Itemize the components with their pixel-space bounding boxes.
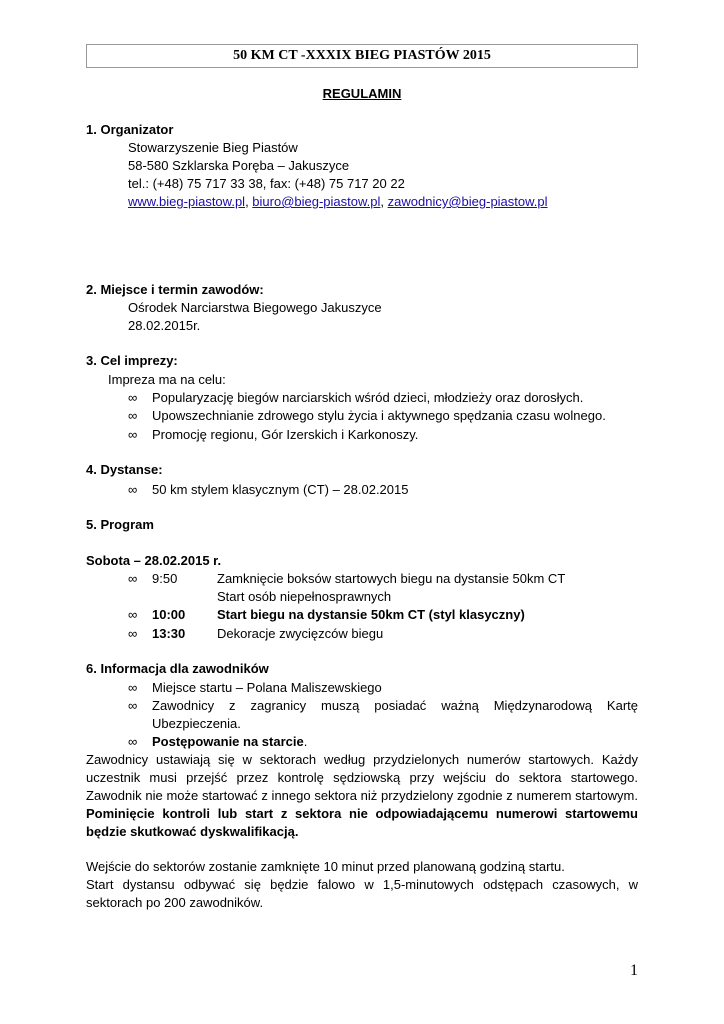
bullet-icon: ∞	[128, 626, 138, 641]
bullet-icon: ∞	[128, 734, 138, 749]
schedule-time: 10:00	[152, 607, 186, 622]
start-procedure-paragraph	[86, 751, 638, 841]
sector-closing-note: Wejście do sektorów zostanie zamknięte 10 minut przed planowaną godziną startu.	[86, 859, 565, 874]
schedule-desc: Dekoracje zwycięzców biegu	[217, 626, 384, 641]
distance-item: 50 km stylem klasycznym (CT) – 28.02.2015	[152, 482, 409, 497]
organizer-address: 58-580 Szklarska Poręba – Jakuszyce	[128, 158, 350, 173]
disqualification-warning: Pominięcie kontroli lub start z sektora nie odpowiadającemu numerowi startowemu będzie skutkować dyskwalifikacją.	[86, 806, 638, 839]
page-number: 1	[630, 962, 638, 979]
section-2-heading: 2. Miejsce i termin zawodów:	[86, 282, 264, 297]
bullet-icon: ∞	[128, 408, 138, 423]
schedule-time: 13:30	[152, 626, 186, 641]
goal-item: Upowszechnianie zdrowego stylu życia i aktywnego spędzania czasu wolnego.	[152, 408, 606, 423]
organizer-name: Stowarzyszenie Bieg Piastów	[128, 140, 298, 155]
website-link[interactable]: www.bieg-piastow.pl	[128, 194, 246, 209]
link-separator: ,	[245, 194, 253, 209]
document-subtitle: REGULAMIN	[322, 86, 402, 101]
goal-item: Promocję regionu, Gór Izerskich i Karkonoszy.	[152, 427, 419, 442]
section-6-heading: 6. Informacja dla zawodników	[86, 661, 269, 676]
bullet-icon: ∞	[128, 571, 138, 586]
section-3-heading: 3. Cel imprezy:	[86, 353, 178, 368]
office-email-link[interactable]: biuro@bieg-piastow.pl	[252, 194, 381, 209]
bullet-icon: ∞	[128, 698, 138, 713]
info-item-bold: Postępowanie na starcie	[152, 734, 304, 749]
venue: Ośrodek Narciarstwa Biegowego Jakuszyce	[128, 300, 382, 315]
competitors-email-link[interactable]: zawodnicy@bieg-piastow.pl	[387, 194, 548, 209]
organizer-links	[128, 193, 548, 211]
program-day: Sobota – 28.02.2015 r.	[86, 553, 222, 568]
bullet-icon: ∞	[128, 482, 138, 497]
info-item-dot: .	[303, 734, 308, 749]
schedule-desc: Zamknięcie boksów startowych biegu na dystansie 50km CT	[217, 571, 566, 586]
bullet-icon: ∞	[128, 390, 138, 405]
bullet-icon: ∞	[128, 427, 138, 442]
section-4-heading: 4. Dystanse:	[86, 462, 163, 477]
link-separator: ,	[380, 194, 388, 209]
schedule-time: 9:50	[152, 571, 178, 586]
goal-item: Popularyzację biegów narciarskich wśród dzieci, młodzieży oraz dorosłych.	[152, 390, 584, 405]
bullet-icon: ∞	[128, 680, 138, 695]
wave-start-note: Start dystansu odbywać się będzie falowo w 1,5-minutowych odstępach czasowych, w sektorach po 200 zawodników.	[86, 877, 638, 910]
info-item: Zawodnicy z zagranicy muszą posiadać ważną Międzynarodową Kartę Ubezpieczenia.	[152, 698, 638, 731]
section-1-heading: 1. Organizator	[86, 122, 174, 137]
organizer-phone: tel.: (+48) 75 717 33 38, fax: (+48) 75 717 20 22	[128, 176, 405, 191]
document-title: 50 KM CT -XXXIX BIEG PIASTÓW 2015	[86, 44, 638, 68]
section-5-heading: 5. Program	[86, 517, 154, 532]
info-item: Miejsce startu – Polana Maliszewskiego	[152, 680, 382, 695]
bullet-icon: ∞	[128, 607, 138, 622]
info-item	[152, 733, 307, 751]
paragraph-text: Zawodnicy ustawiają się w sektorach według przydzielonych numerów startowych. Każdy uczestnik musi przejść przez kontrolę sędziowską przy wejściu do sektora startowego. Zawodnik nie może startować z innego sektora niż przydzielony zgodnie z numerem startowym.	[86, 752, 638, 803]
schedule-desc: Start biegu na dystansie 50km CT (styl klasyczny)	[217, 607, 525, 622]
schedule-desc-extra: Start osób niepełnosprawnych	[217, 589, 392, 604]
goals-intro: Impreza ma na celu:	[108, 372, 226, 387]
event-date: 28.02.2015r.	[128, 318, 201, 333]
